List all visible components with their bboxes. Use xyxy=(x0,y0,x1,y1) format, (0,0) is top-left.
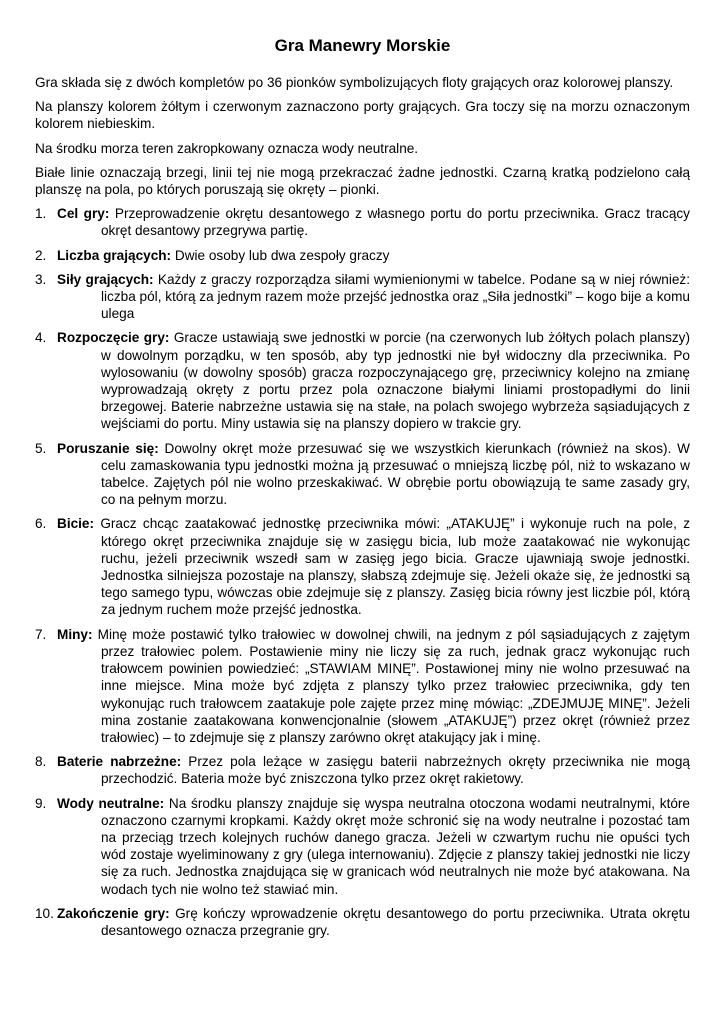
rule-number: 9. xyxy=(35,795,47,811)
rule-term: Cel gry: xyxy=(57,206,110,222)
rule-term: Rozpoczęcie gry: xyxy=(57,330,170,346)
rule-number: 4. xyxy=(35,330,47,346)
rule-number: 3. xyxy=(35,271,47,287)
rule-number: 5. xyxy=(35,440,47,456)
rule-term: Baterie nabrzeżne: xyxy=(57,754,182,770)
document-title: Gra Manewry Morskie xyxy=(274,36,451,55)
rule-text: Przez pola leżące w zasięgu baterii nabrzeżnych okręty przeciwnika nie mogą przechodzić. Bateria może być zniszczona tylko przez okręt rakietowy. xyxy=(101,754,690,787)
rule-text: Minę może postawić tylko trałowiec w dowolnej chwili, na jednym z pól sąsiadujących z zajętym przez trałowiec polem. Postawienie miny nie liczy się za ruch, jednak gracz wykonując ruch trałowcem powinien powiedzieć: „STAWIAM MINĘ”. Postawionej miny nie wolno przesuwać na inne miejsce. Mina może być zdjęta z planszy tylko przez trałowiec przeciwnika, gdy ten wykonując ruch trałowcem zaatakuje pole zajęte przez minę mówiąc: „ZDEJMUJĘ MINĘ”. Jeżeli mina zostanie zaatakowana konwencjonalnie (słowem „ATAKUJĘ”) przez okręt (również przez trałowiec) – to zdejmuje się z planszy zarówno okręt atakujący jak i minę. xyxy=(92,626,690,745)
rule-number: 6. xyxy=(35,516,47,532)
rule-term: Bicie: xyxy=(57,516,95,532)
rule-item-coastal-batteries xyxy=(35,753,690,787)
rule-text: Dowolny okręt może przesuwać się we wszystkich kierunkach (również na skos). W celu zamaskowania typu jednostki można ją przesuwać o mniejszą liczbę pól, niż to wskazano w tabelce. Zajętych pól nie wolno przeskakiwać. W obrębie portu obowiązują te same zasady gry, co na pełnym morzu. xyxy=(101,440,690,508)
rule-text: Dwie osoby lub dwa zespoły graczy xyxy=(171,247,390,263)
intro-paragraph-neutral: Na środku morza teren zakropkowany oznacza wody neutralne. xyxy=(35,140,419,156)
rule-item-game-end xyxy=(35,905,690,939)
rule-text: Gracze ustawiają swe jednostki w porcie (na czerwonych lub żółtych polach planszy) w dowolnym porządku, w ten sposób, aby typ jednostki nie był widoczny dla przeciwnika. Po wylosowaniu (w dowolny sposób) gracza rozpoczynającego grę, przeciwnicy kolejno na zmianę wyprowadzają okręty z portu przez pola oznaczone białymi liniami prostopadłymi do linii brzegowej. Baterie nabrzeżne ustawia się na stałe, na polach swojego wybrzeża sąsiadujących z wejściami do portu. Miny ustawia się na planszy dopiero w trakcie gry. xyxy=(101,330,690,432)
rule-text: Grę kończy wprowadzenie okrętu desantowego do portu przeciwnika. Utrata okrętu desantowego oznacza przegranie gry. xyxy=(101,905,691,938)
rule-item-mines xyxy=(35,626,690,746)
rule-term: Wody neutralne: xyxy=(57,795,165,811)
rule-item-forces xyxy=(35,271,690,323)
rule-item-movement xyxy=(35,440,690,509)
rule-item-capture xyxy=(35,515,690,618)
rule-term: Poruszanie się: xyxy=(57,440,159,456)
rule-number: 7. xyxy=(35,626,47,642)
rule-item-neutral-waters xyxy=(35,795,690,898)
intro-paragraph-ports: Na planszy kolorem żółtym i czerwonym zaznaczono porty grających. Gra toczy się na morzu oznaczonym kolorem niebieskim. xyxy=(35,99,690,132)
rule-text: Gracz chcąc zaatakować jednostkę przeciwnika mówi: „ATAKUJĘ” i wykonuje ruch na pole, z którego okręt przeciwnika znajduje się w zasięgu bicia, lub może zaatakować nie wykonując ruchu, jeżeli przeciwnik wszedł sam w zasięg jego bicia. Gracze ujawniają swoje jednostki. Jednostka silniejsza pozostaje na planszy, słabszą zdejmuje się. Jeżeli okaże się, że jednostki są tego samego typu, wówczas obie zdejmuje się z planszy. Zasięg bicia równy jest liczbie pól, którą za jednym ruchem może przejść jednostka. xyxy=(94,516,690,618)
rule-number: 10. xyxy=(35,905,54,921)
intro-paragraph-lines: Białe linie oznaczają brzegi, linii tej nie mogą przekraczać żadne jednostki. Czarną kratką podzielono całą planszę na pola, po których poruszają się okręty – pionki. xyxy=(35,164,690,198)
rule-term: Zakończenie gry: xyxy=(57,905,170,921)
rule-text: Przeprowadzenie okrętu desantowego z własnego portu do portu przeciwnika. Gracz tracący okręt desantowy przegrywa partię. xyxy=(101,206,690,239)
rule-number: 8. xyxy=(35,754,47,770)
rule-text: Każdy z graczy rozporządza siłami wymienionymi w tabelce. Podane są w niej również: liczba pól, którą za jednym razem może przejść jednostka oraz „Siła jednostki” – kogo bije a komu ulega xyxy=(101,271,690,322)
rule-item-game-goal xyxy=(35,205,690,239)
rule-term: Miny: xyxy=(57,626,93,642)
rule-number: 2. xyxy=(35,247,47,263)
rule-item-start xyxy=(35,329,690,432)
rule-term: Siły grających: xyxy=(57,271,154,287)
rule-item-players xyxy=(35,247,690,264)
intro-paragraph-pieces: Gra składa się z dwóch kompletów po 36 pionków symbolizujących floty grających oraz kolorowej planszy. xyxy=(35,75,674,90)
rule-number: 1. xyxy=(35,206,47,222)
rule-text: Na środku planszy znajduje się wyspa neutralna otoczona wodami neutralnymi, które oznaczono czarnymi kropkami. Każdy okręt może schronić się na wody neutralne i pozostać tam na przeciąg trzech kolejnych ruchów danego gracza. Jeżeli w czwartym ruchu nie opuści tych wód zostaje wyeliminowany z gry (ulega internowaniu). Zdjęcie z planszy takiej jednostki nie liczy się za ruch. Jednostka znajdująca się w granicach wód neutralnych nie może być atakowana. Na wodach tych nie wolno też stawiać min. xyxy=(101,795,690,897)
rule-term: Liczba grających: xyxy=(57,247,172,263)
rules-list xyxy=(35,205,690,939)
